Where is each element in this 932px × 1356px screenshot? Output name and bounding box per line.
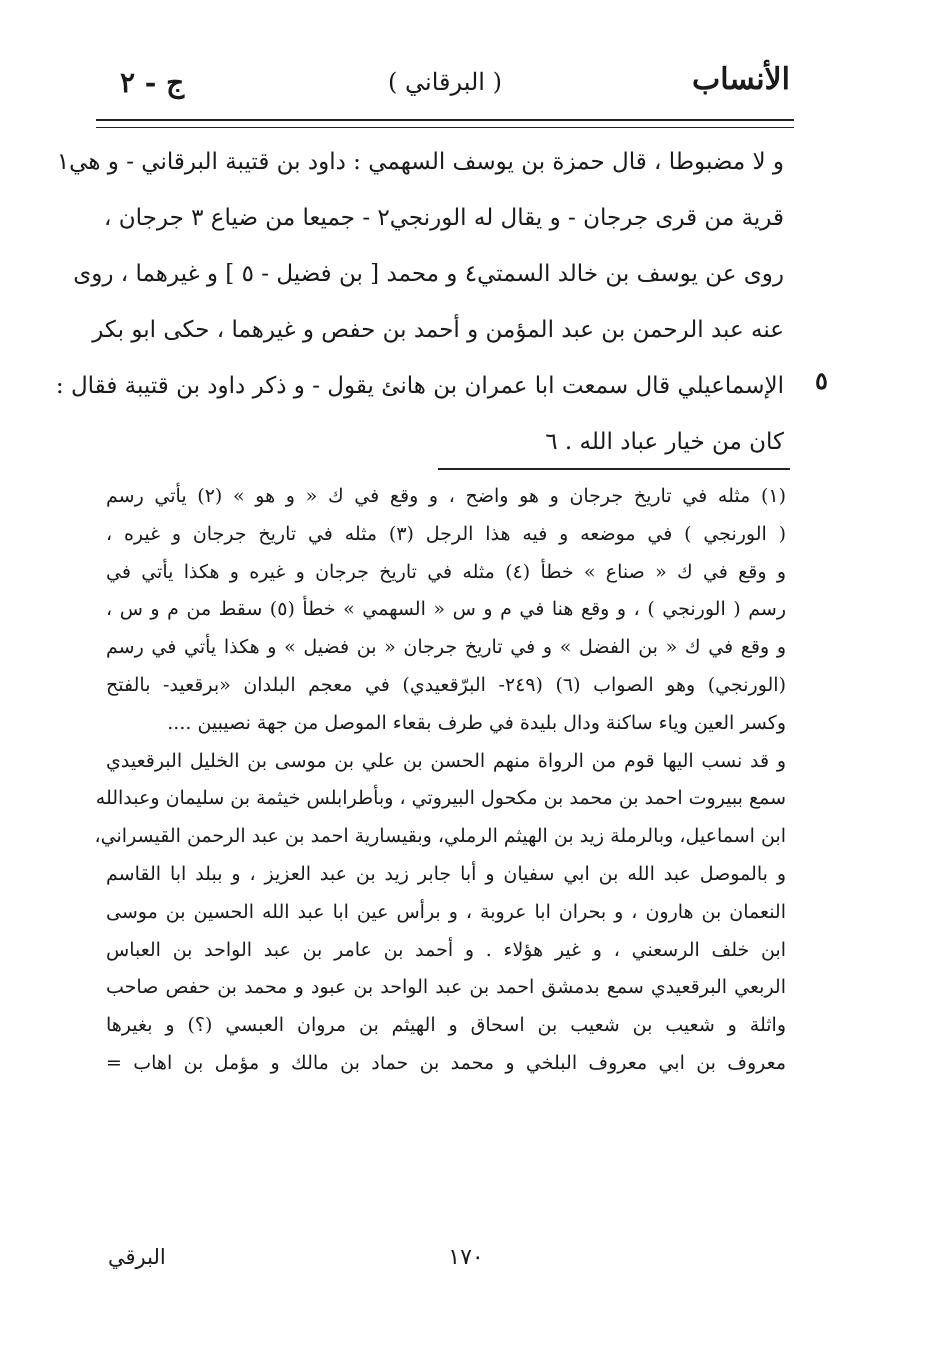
volume-label: ج - ٢: [120, 66, 185, 99]
footnote-line: سمع ببيروت احمد بن محمد بن مكحول البيروتي ، وبأطرابلس خيثمة بن سليمان وعبدالله: [95, 787, 786, 810]
main-text-line: عنه عبد الرحمن بن عبد المؤمن و أحمد بن حفص و غيرهما ، حكى ابو بكر: [92, 317, 784, 343]
main-text-line: الإسماعيلي قال سمعت ابا عمران بن هانئ يقول - و ذكر داود بن قتيبة فقال :: [55, 373, 784, 399]
footnote-line: النعمان بن هارون ، و بحران ابا عروبة ، و برأس عين ابا عبد الله الحسين بن موسى: [106, 900, 786, 923]
book-title: الأنساب: [692, 62, 790, 97]
footnote-separator: [438, 468, 790, 470]
main-text: [55, 134, 784, 470]
footnote-line: و قد نسب اليها قوم من الرواة منهم الحسن بن علي بن موسى بن الخليل البرقعيدي: [106, 749, 786, 772]
footnote-line: و بالموصل عبد الله بن ابي سفيان و أبا جابر زيد بن عبد العزيز ، و ببلد ابا القاسم: [106, 862, 786, 885]
margin-line-number: ٥: [815, 366, 828, 395]
footnote-line: وكسر العين وياء ساكنة ودال بليدة في طرف بقعاء الموصل من جهة نصيبين ....: [167, 711, 786, 734]
main-text-line: روى عن يوسف بن خالد السمتي٤ و محمد [ بن فضيل - ٥ ] و غيرهما ، روى: [73, 261, 784, 287]
footnote-line: ابن خلف الرسعني ، و غير هؤلاء . و أحمد بن عامر بن عبد الواحد بن العباس: [106, 938, 786, 961]
footnote-line: رسم ( الورنجي ) ، و وقع هنا في م و س « السهمي » خطأ (٥) سقط من م و س ،: [106, 598, 787, 621]
page-number: ١٧٠: [448, 1245, 484, 1270]
footnote-line: (الورنجي) وهو الصواب (٦) (٢٤٩- البرّقعيدي) في معجم البلدان «برقعيد- بالفتح: [106, 673, 786, 696]
footnote-line: ( الورنجي ) في موضعه و فيه هذا الرجل (٣) مثله في تاريخ جرجان و غيره ،: [106, 522, 787, 545]
footnotes: [94, 478, 787, 1083]
footnote-line: و وقع في ك « بن الفضل » و في تاريخ جرجان « بن فضيل » و هكذا يأتي في رسم: [106, 636, 786, 659]
footnote-line: الربعي البرقعيدي سمع بدمشق احمد بن عبد الواحد بن عبود و محمد بن حفص صاحب: [106, 976, 786, 999]
footnote-line: و وقع في ك « صناع » خطأ (٤) مثله في تاريخ جرجان و غيره و هكذا يأتي في: [106, 560, 786, 583]
catchword: البرقي: [108, 1245, 166, 1269]
footnote-line: ابن اسماعيل، وبالرملة زيد بن الهيثم الرملي، وبقيسارية احمد بن عبد الرحمن القيسراني،: [94, 825, 786, 848]
main-text-line: كان من خيار عباد الله . ٦: [545, 429, 784, 455]
footnote-line: معروف بن ابي معروف البلخي و محمد بن حماد بن مالك و مؤمل بن اهاب =: [106, 1051, 786, 1074]
main-text-line: قرية من قرى جرجان - و يقال له الورنجي٢ - جميعا من ضياع ٣ جرجان ،: [104, 205, 784, 231]
running-head: ( البرقاني ): [388, 68, 502, 96]
main-text-line: و لا مضبوطا ، قال حمزة بن يوسف السهمي : داود بن قتيبة البرقاني - و هي١: [56, 149, 784, 175]
footnote-line: واثلة و شعيب بن شعيب بن اسحاق و الهيثم بن مروان العبسي (؟) و بغيرها: [106, 1014, 786, 1037]
page-header: [100, 62, 790, 112]
header-rule: [96, 119, 794, 128]
footnote-line: (١) مثله في تاريخ جرجان و هو واضح ، و وقع في ك « و هو » (٢) يأتي رسم: [106, 485, 787, 507]
